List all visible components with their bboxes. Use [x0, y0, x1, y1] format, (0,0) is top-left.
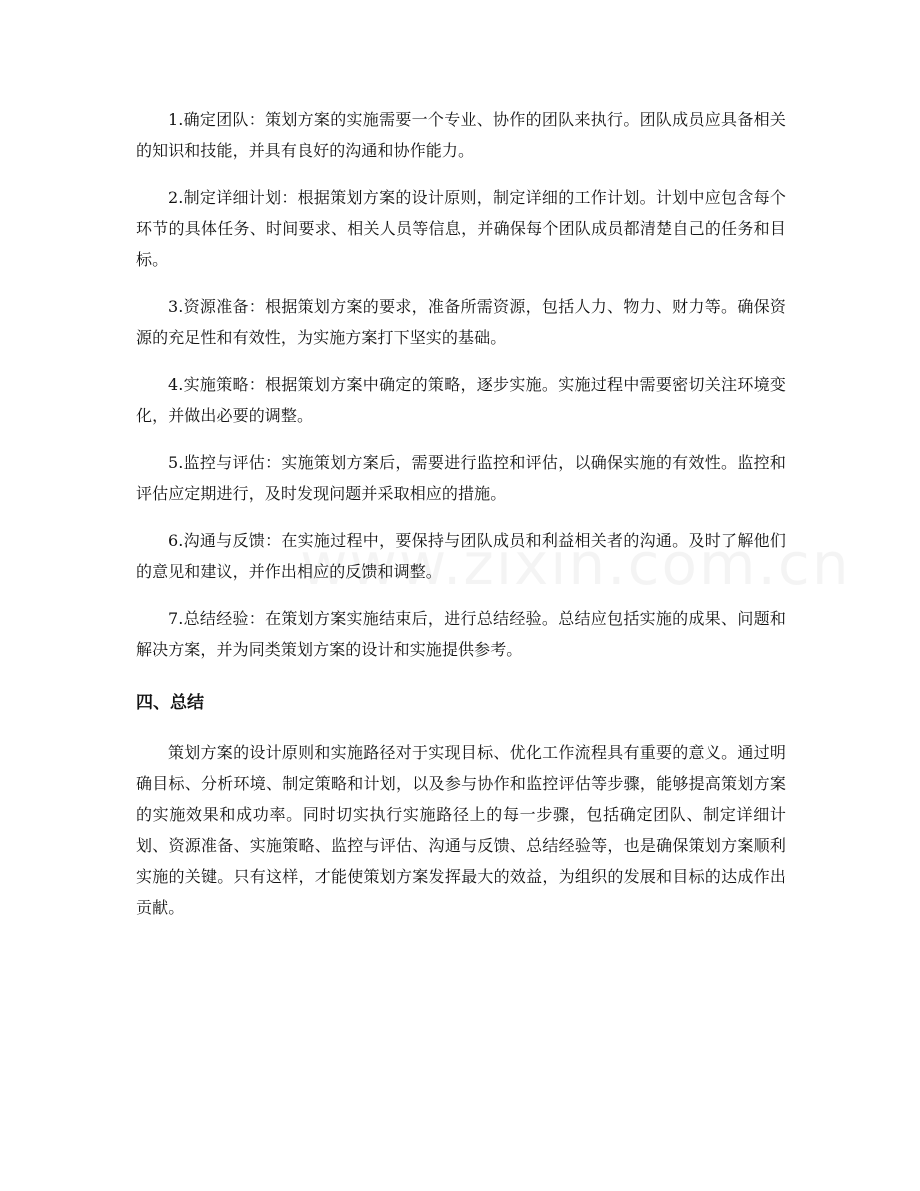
summary-paragraph: 策划方案的设计原则和实施路径对于实现目标、优化工作流程具有重要的意义。通过明确目标、分析环境、制定策略和计划，以及参与协作和监控评估等步骤，能够提高策划方案的实施效果和成功率。同时切实执行实施路径上的每一步骤，包括确定团队、制定详细计划、资源准备、实施策略、监控与评估、沟通与反馈、总结经验等，也是确保策划方案顺利实施的关键。只有这样，才能使策划方案发挥最大的效益，为组织的发展和目标的达成作出贡献。 [136, 743, 786, 917]
step-3-paragraph: 3.资源准备：根据策划方案的要求，准备所需资源，包括人力、物力、财力等。确保资源的充足性和有效性，为实施方案打下坚实的基础。 [136, 297, 786, 347]
step-5-paragraph: 5.监控与评估：实施策划方案后，需要进行监控和评估，以确保实施的有效性。监控和评估应定期进行，及时发现问题并采取相应的措施。 [136, 453, 786, 503]
document-page [136, 104, 786, 939]
step-4-paragraph: 4.实施策略：根据策划方案中确定的策略，逐步实施。实施过程中需要密切关注环境变化，并做出必要的调整。 [136, 375, 786, 425]
section-heading-summary: 四、总结 [136, 693, 204, 713]
step-1-paragraph: 1.确定团队：策划方案的实施需要一个专业、协作的团队来执行。团队成员应具备相关的知识和技能，并具有良好的沟通和协作能力。 [136, 110, 786, 160]
step-6-paragraph: 6.沟通与反馈：在实施过程中，要保持与团队成员和利益相关者的沟通。及时了解他们的意见和建议，并作出相应的反馈和调整。 [136, 531, 786, 581]
step-2-paragraph: 2.制定详细计划：根据策划方案的设计原则，制定详细的工作计划。计划中应包含每个环节的具体任务、时间要求、相关人员等信息，并确保每个团队成员都清楚自己的任务和目标。 [136, 188, 786, 269]
step-7-paragraph: 7.总结经验：在策划方案实施结束后，进行总结经验。总结应包括实施的成果、问题和解决方案，并为同类策划方案的设计和实施提供参考。 [136, 609, 786, 659]
